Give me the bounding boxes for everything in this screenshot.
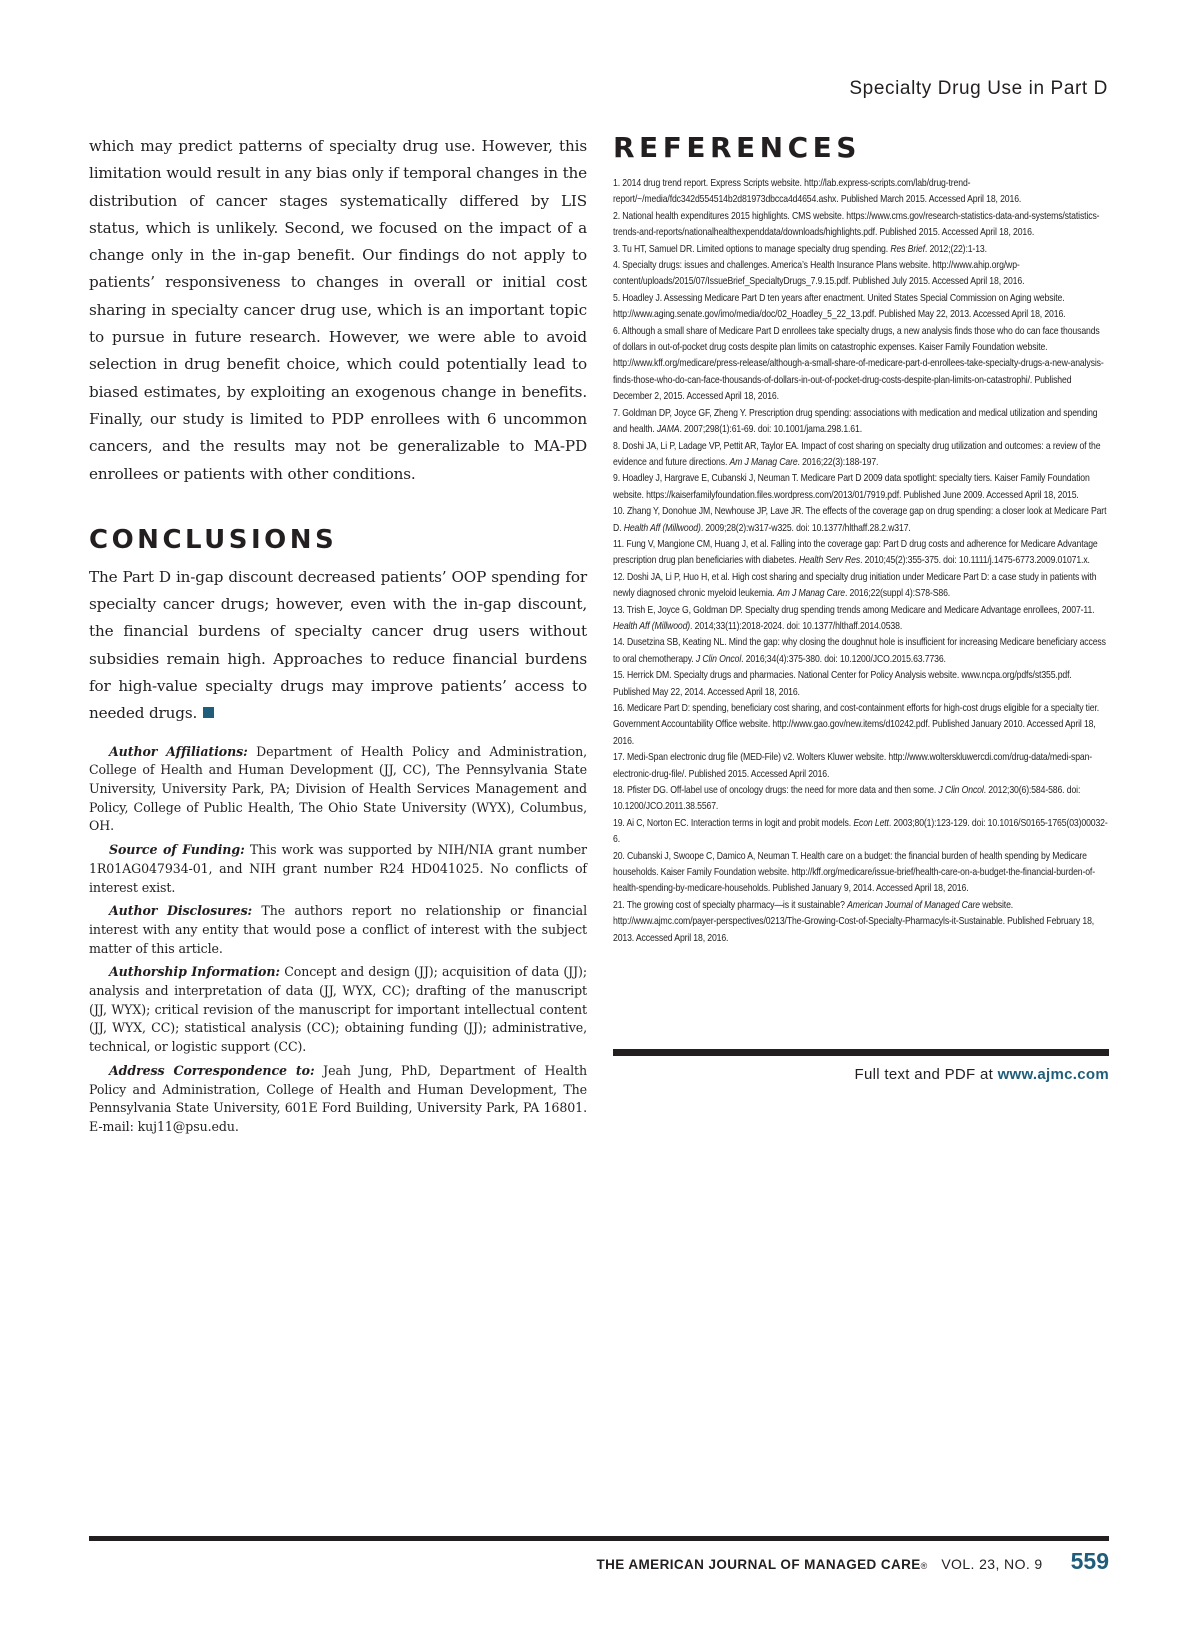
reference-citation: . 2012;30(6):584-586. doi: 10.1200/JCO.2011.38.5567. bbox=[613, 785, 1081, 813]
reference-item bbox=[613, 504, 1109, 537]
reference-item bbox=[613, 898, 1109, 947]
conclusions-paragraph bbox=[89, 564, 587, 728]
reference-journal: Health Aff (Millwood) bbox=[623, 522, 701, 534]
ajmc-website-link[interactable]: www.ajmc.com bbox=[997, 1066, 1109, 1083]
reference-journal: Econ Lett bbox=[853, 817, 889, 829]
reference-journal: J Clin Oncol bbox=[695, 653, 742, 665]
reference-text: 14. Dusetzina SB, Keating NL. Mind the gap: why closing the doughnut hole is insufficient for increasing Medicare beneficiary access to oral chemotherapy. bbox=[613, 637, 1106, 665]
reference-item bbox=[613, 258, 1109, 291]
reference-item bbox=[613, 750, 1109, 783]
reference-text: 15. Herrick DM. Specialty drugs and pharmacies. National Center for Policy Analysis website. www.ncpa.org/pdfs/st355.pdf. Published May 22, 2014. Accessed April 18, 2016. bbox=[613, 670, 1072, 698]
reference-journal: American Journal of Managed Care bbox=[847, 899, 980, 911]
reference-text: 21. The growing cost of specialty pharmacy—is it sustainable? bbox=[613, 899, 848, 911]
reference-list bbox=[613, 176, 1110, 947]
reference-citation: . 2009;28(2):w317-w325. doi: 10.1377/hlthaff.28.2.w317. bbox=[700, 522, 911, 534]
left-column bbox=[89, 133, 587, 1142]
reference-item bbox=[613, 849, 1109, 898]
reference-item bbox=[613, 603, 1109, 636]
funding-label: Source of Funding: bbox=[109, 842, 245, 858]
correspondence-label: Address Correspondence to: bbox=[109, 1062, 315, 1078]
journal-name: THE AMERICAN JOURNAL OF MANAGED CARE bbox=[596, 1557, 921, 1572]
funding-text: This work was supported by NIH/NIA grant number 1R01AG047934-01, and NIH grant number R24 HD041025. No conflicts of interest exist. bbox=[89, 842, 587, 895]
end-of-article-square-icon bbox=[203, 707, 214, 718]
references-heading: REFERENCES bbox=[613, 131, 861, 164]
reference-item bbox=[613, 406, 1109, 439]
authorship-information bbox=[89, 963, 587, 1057]
affiliations-text: Department of Health Policy and Administration, College of Health and Human Development (JJ, CC), The Pennsylvania State University, University Park, PA; Division of Health Services Management and Policy, College of Public Health, The Ohio State University (WYX), Columbus, OH. bbox=[89, 743, 587, 834]
author-disclosures bbox=[89, 902, 587, 958]
reference-citation: . 2010;45(2):355-375. doi: 10.1111/j.1475-6773.2009.01071.x. bbox=[860, 555, 1090, 567]
reference-text: 18. Pfister DG. Off-label use of oncology drugs: the need for more data and then some. bbox=[613, 785, 939, 797]
reference-text: 10. Zhang Y, Donohue JM, Newhouse JP, Lave JR. The effects of the coverage gap on drug spending: a closer look at Medicare Part D. bbox=[613, 506, 1107, 534]
reference-item bbox=[613, 176, 1109, 209]
reference-item bbox=[613, 635, 1109, 668]
reference-text: 9. Hoadley J, Hargrave E, Cubanski J, Neuman T. Medicare Part D 2009 data spotlight: specialty tiers. Kaiser Family Foundation website. https://kaiserfamilyfoundation.files.wordpress.com/2013/01/7919.pdf. Published June 2009. Accessed April 18, 2015. bbox=[613, 473, 1090, 501]
reference-citation: . 2016;34(4):375-380. doi: 10.1200/JCO.2015.63.7736. bbox=[741, 653, 946, 665]
reference-item bbox=[613, 324, 1109, 406]
authorship-text: Concept and design (JJ); acquisition of data (JJ); analysis and interpretation of data (JJ, WYX, CC); drafting of the manuscript (JJ, WYX); critical revision of the manuscript for important intellectual content (JJ, WYX, CC); statistical analysis (CC); obtaining funding (JJ); administrative, technical, or logistic support (CC). bbox=[89, 964, 587, 1055]
reference-text: 6. Although a small share of Medicare Part D enrollees take specialty drugs, a new analysis finds those who do can face thousands of dollars in out-of-pocket drug costs despite plan limits on catastrophic expenses. Kaiser Family Foundation website. http://www.kff.org/medicare/press-release/although-a-small-share-of-medicare-part-d-enrollees-take-specialty-drugs-a-new-analysis-finds-those-who-do-can-face-thousands-of-dollars-in-out-of-pocket-drug-costs-despite-plan-limits-on-catastrophi/. Published December 2, 2015. Accessed April 18, 2016. bbox=[613, 325, 1104, 403]
reference-text: 19. Ai C, Norton EC. Interaction terms in logit and probit models. bbox=[613, 817, 854, 829]
reference-text: 4. Specialty drugs: issues and challenges. America’s Health Insurance Plans website. http://www.ahip.org/wp-content/uploads/2015/07/IssueBrief_SpecialtyDrugs_7.9.15.pdf. Published July 2015. Accessed April 18, 2016. bbox=[613, 260, 1025, 288]
reference-item bbox=[613, 668, 1109, 701]
reference-journal: Res Brief bbox=[890, 243, 925, 255]
conclusions-heading: CONCLUSIONS bbox=[89, 524, 338, 555]
reference-journal: J Clin Oncol bbox=[938, 785, 984, 797]
volume-issue: VOL. 23, NO. 9 bbox=[941, 1556, 1043, 1572]
reference-citation: website. http://www.ajmc.com/payer-perspectives/0213/The-Growing-Cost-of-Specialty-Pharmacyls-it-Sustainable. Published February 18, 2013. Accessed April 18, 2016. bbox=[613, 899, 1095, 944]
correspondence-text: Jeah Jung, PhD, Department of Health Policy and Administration, College of Health and Human Development, The Pennsylvania State University, 601E Ford Building, University Park, PA 16801. E-mail: kuj11@psu.edu. bbox=[89, 1062, 588, 1134]
reference-item bbox=[613, 701, 1109, 750]
reference-text: 20. Cubanski J, Swoope C, Damico A, Neuman T. Health care on a budget: the financial burden of health spending by Medicare households. Kaiser Family Foundation website. http://kff.org/medicare/issue-brief/health-care-on-a-budget-the-financial-burden-of-health-spending-by-medicare-households. Published January 9, 2014. Accessed April 18, 2016. bbox=[613, 850, 1095, 895]
reference-text: 13. Trish E, Joyce G, Goldman DP. Specialty drug spending trends among Medicare and Medicare Advantage enrollees, 2007-11. bbox=[613, 604, 1095, 616]
source-of-funding bbox=[89, 841, 587, 897]
full-text-link-line bbox=[855, 1066, 1109, 1083]
reference-journal: JAMA bbox=[656, 424, 680, 436]
reference-journal: Am J Manag Care bbox=[729, 456, 798, 468]
conclusions-text: The Part D in-gap discount decreased patients’ OOP spending for specialty cancer drugs; however, even with the in-gap discount, the financial burdens of specialty cancer drug users without subsidies remain high. Approaches to reduce financial burdens for high-value specialty drugs may improve patients’ access to needed drugs. bbox=[89, 567, 587, 723]
reference-text: 16. Medicare Part D: spending, beneficiary cost sharing, and cost-containment efforts for high-cost drugs eligible for a specialty tier. Government Accountability Office website. http://www.gao.gov/new.items/d10242.pdf. Published January 2010. Accessed April 18, 2016. bbox=[613, 703, 1100, 747]
affiliations-label: Author Affiliations: bbox=[109, 743, 248, 759]
reference-text: 7. Goldman DP, Joyce GF, Zheng Y. Prescription drug spending: associations with medication and medical utilization and spending and health. bbox=[613, 407, 1098, 436]
reference-item bbox=[613, 291, 1109, 324]
reference-journal: Health Aff (Millwood) bbox=[613, 620, 691, 632]
reference-citation: . 2012;(22):1-13. bbox=[924, 243, 987, 255]
authorship-label: Authorship Information: bbox=[109, 964, 280, 980]
reference-item bbox=[613, 209, 1109, 242]
reference-journal: Health Serv Res bbox=[798, 555, 861, 567]
article-metadata bbox=[89, 743, 587, 1137]
full-text-prefix: Full text and PDF at bbox=[854, 1066, 998, 1083]
reference-item bbox=[613, 816, 1109, 849]
reference-text: 8. Doshi JA, Li P, Ladage VP, Pettit AR, Taylor EA. Impact of cost sharing on specialty drug utilization and outcomes: a review of the evidence and future directions. bbox=[613, 440, 1101, 468]
footer-divider bbox=[89, 1536, 1109, 1541]
reference-item bbox=[613, 471, 1109, 504]
reference-item bbox=[613, 439, 1109, 472]
address-correspondence bbox=[89, 1062, 587, 1137]
running-header: Specialty Drug Use in Part D bbox=[849, 78, 1108, 99]
reference-item bbox=[613, 242, 1109, 258]
reference-item bbox=[613, 537, 1109, 570]
reference-journal: Am J Manag Care bbox=[776, 588, 845, 600]
body-paragraph: which may predict patterns of specialty drug use. However, this limitation would result in any bias only if temporal changes in the distribution of cancer stages systematically differed by LIS status, which is unlikely. Second, we focused on the impact of a change only in the in-gap benefit. Our findings do not apply to patients’ responsiveness to changes in overall or initial cost sharing in specialty cancer drug use, which is an important topic to pursue in future research. However, we were able to avoid selection in drug benefit choice, which could potentially lead to biased estimates, by exploiting an exogenous change in benefits. Finally, our study is limited to PDP enrollees with 6 uncommon cancers, and the results may not be generalizable to MA-PD enrollees or patients with other conditions. bbox=[89, 137, 587, 483]
reference-citation: . 2016;22(suppl 4):S78-S86. bbox=[844, 588, 951, 600]
reference-text: 2. National health expenditures 2015 highlights. CMS website. https://www.cms.gov/research-statistics-data-and-systems/statistics-trends-and-reports/nationalhealthexpenddata/downloads/highlights.pdf. Published 2015. Accessed April 18, 2016. bbox=[613, 210, 1100, 239]
reference-citation: . 2016;22(3):188-197. bbox=[797, 456, 879, 468]
disclosures-label: Author Disclosures: bbox=[109, 903, 253, 919]
reference-text: 5. Hoadley J. Assessing Medicare Part D ten years after enactment. United States Special Commission on Aging website. http://www.aging.senate.gov/imo/media/doc/02_Hoadley_5_22_13.pdf. Published May 22, 2013. Accessed April 18, 2016. bbox=[613, 292, 1066, 321]
right-column bbox=[613, 131, 1110, 947]
registered-mark: ® bbox=[920, 1561, 928, 1571]
reference-citation: . 2003;80(1):123-129. doi: 10.1016/S0165-1765(03)00032-6. bbox=[613, 817, 1108, 846]
reference-text: 11. Fung V, Mangione CM, Huang J, et al. Falling into the coverage gap: Part D drug costs and adherence for Medicare Advantage prescription drug plan beneficiaries with diabetes. bbox=[613, 538, 1098, 567]
page-footer bbox=[597, 1548, 1109, 1575]
reference-text: 12. Doshi JA, Li P, Huo H, et al. High cost sharing and specialty drug initiation under Medicare Part D: a case study in patients with newly diagnosed chronic myeloid leukemia. bbox=[613, 571, 1097, 600]
reference-text: 17. Medi-Span electronic drug file (MED-File) v2. Wolters Kluwer website. http://www.wolterskluwercdi.com/drug-data/medi-span-electronic-drug-file/. Published 2015. Accessed April 2016. bbox=[613, 752, 1093, 780]
reference-citation: . 2007;298(1):61-69. doi: 10.1001/jama.298.1.61. bbox=[679, 424, 862, 436]
reference-text: 1. 2014 drug trend report. Express Scripts website. http://lab.express-scripts.com/lab/drug-trend-report/~/media/fdc342d554514b2d81973dbcca4d4654.ashx. Published March 2015. Accessed April 18, 2016. bbox=[613, 178, 1022, 206]
reference-item bbox=[613, 783, 1109, 816]
page-number: 559 bbox=[1070, 1548, 1109, 1574]
reference-text: 3. Tu HT, Samuel DR. Limited options to manage specialty drug spending. bbox=[613, 243, 891, 255]
reference-item bbox=[613, 570, 1109, 603]
disclosures-text: The authors report no relationship or financial interest with any entity that would pose a conflict of interest with the subject matter of this article. bbox=[89, 903, 588, 956]
references-divider bbox=[613, 1049, 1109, 1056]
author-affiliations bbox=[89, 743, 587, 837]
reference-citation: . 2014;33(11):2018-2024. doi: 10.1377/hlthaff.2014.0538. bbox=[690, 620, 903, 632]
